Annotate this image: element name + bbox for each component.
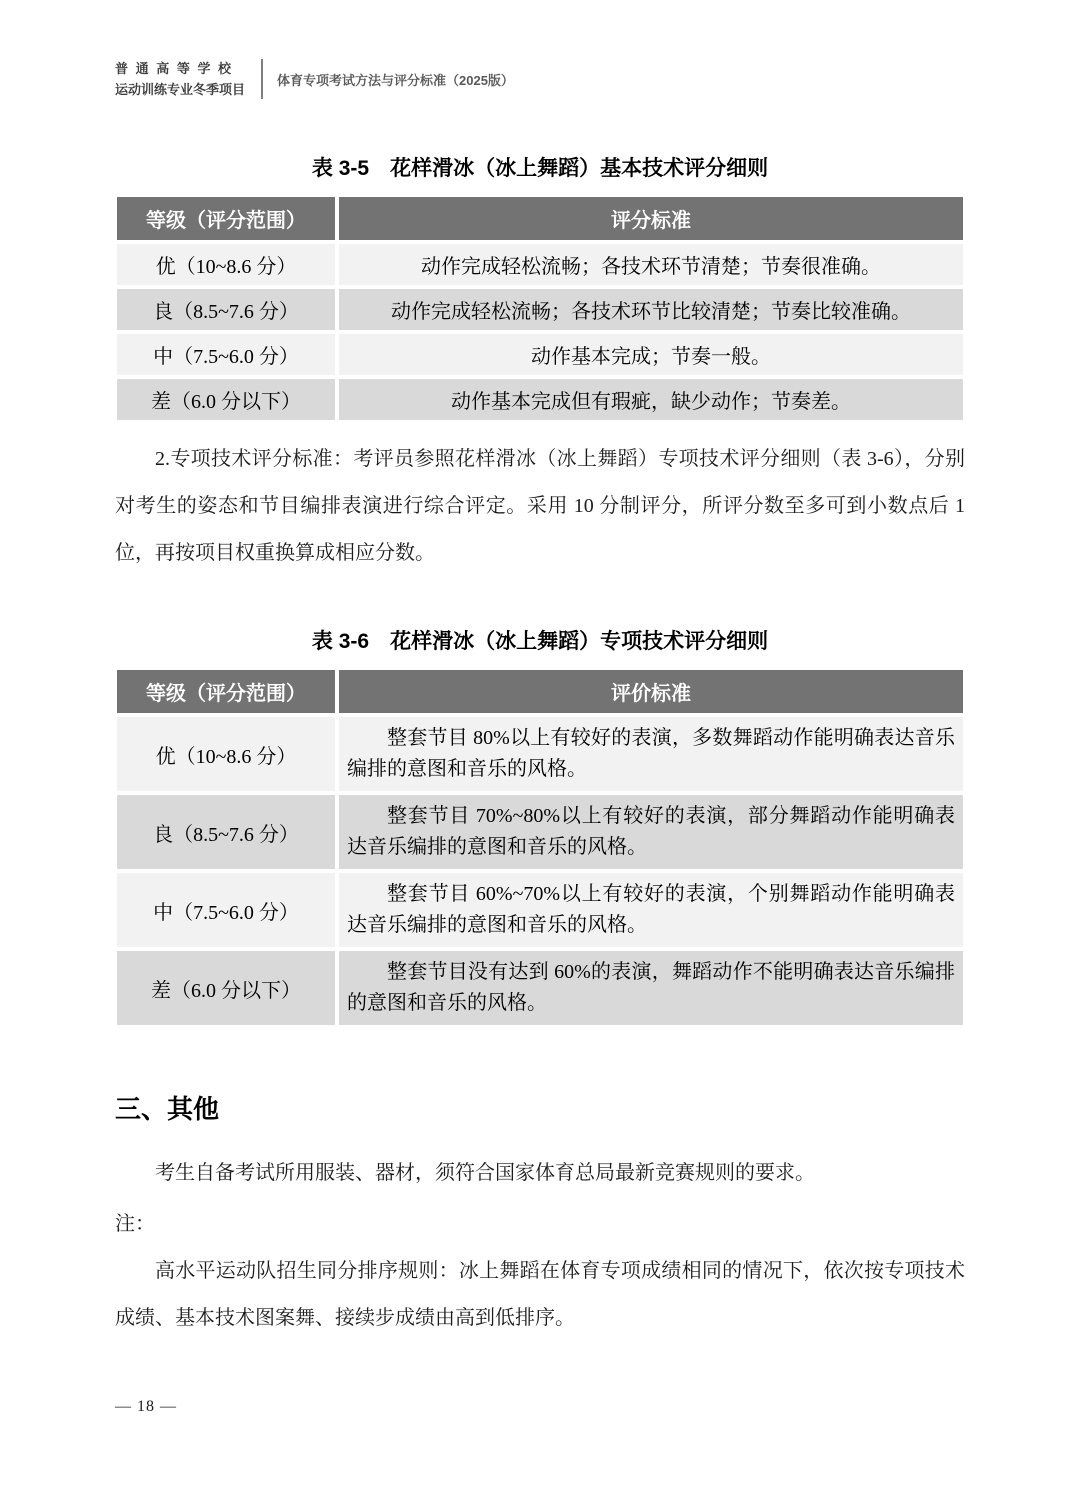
criteria-cell: 动作基本完成；节奏一般。 xyxy=(337,332,965,377)
table-row xyxy=(115,377,965,422)
header-left-line1: 普 通 高 等 学 校 xyxy=(115,61,234,76)
header-left-line2: 运动训练专业冬季项目 xyxy=(115,82,246,97)
paragraph-equipment: 考生自备考试所用服装、器材，须符合国家体育总局最新竞赛规则的要求。 xyxy=(155,1162,815,1184)
table-basic xyxy=(115,195,965,422)
table-special-col-grade: 等级（评分范围） xyxy=(115,668,337,715)
criteria-cell: 动作完成轻松流畅；各技术环节比较清楚；节奏比较准确。 xyxy=(337,287,965,332)
criteria-cell: 整套节目没有达到 60%的表演，舞蹈动作不能明确表达音乐编排的意图和音乐的风格。 xyxy=(337,949,965,1027)
page-header xyxy=(115,58,965,100)
table-row xyxy=(115,242,965,287)
table-row xyxy=(115,949,965,1027)
page-number: — 18 — xyxy=(115,1398,177,1415)
table-basic-col-grade: 等级（评分范围） xyxy=(115,195,337,242)
table-basic-title: 表 3-5 花样滑冰（冰上舞蹈）基本技术评分细则 xyxy=(311,157,769,180)
header-right-title: 体育专项考试方法与评分标准（2025版） xyxy=(277,72,514,88)
criteria-cell: 动作完成轻松流畅；各技术环节清楚；节奏很准确。 xyxy=(337,242,965,287)
table-special-header-row xyxy=(115,668,965,715)
paragraph-ranking-rule: 高水平运动队招生同分排序规则：冰上舞蹈在体育专项成绩相同的情况下，依次按专项技术成绩、基本技术图案舞、接续步成绩由高到低排序。 xyxy=(115,1260,965,1329)
criteria-cell: 整套节目 70%~80%以上有较好的表演，部分舞蹈动作能明确表达音乐编排的意图和音乐的风格。 xyxy=(337,793,965,871)
table-row xyxy=(115,715,965,793)
header-left-block xyxy=(115,58,245,100)
table-special-col-criteria: 评价标准 xyxy=(337,668,965,715)
table-row xyxy=(115,871,965,949)
table-special xyxy=(115,668,965,1027)
table-row xyxy=(115,287,965,332)
table-special-title: 表 3-6 花样滑冰（冰上舞蹈）专项技术评分细则 xyxy=(311,630,769,653)
criteria-cell: 整套节目 80%以上有较好的表演，多数舞蹈动作能明确表达音乐编排的意图和音乐的风格。 xyxy=(337,715,965,793)
section-heading-other: 三、其他 xyxy=(115,1094,220,1124)
table-basic-col-criteria: 评分标准 xyxy=(337,195,965,242)
note-label: 注： xyxy=(115,1213,155,1235)
grade-cell: 良（8.5~7.6 分） xyxy=(115,287,337,332)
grade-cell: 优（10~8.6 分） xyxy=(115,242,337,287)
table-basic-header-row xyxy=(115,195,965,242)
grade-cell: 优（10~8.6 分） xyxy=(115,715,337,793)
table-row xyxy=(115,793,965,871)
paragraph-special-scoring: 2.专项技术评分标准：考评员参照花样滑冰（冰上舞蹈）专项技术评分细则（表 3-6），分别对考生的姿态和节目编排表演进行综合评定。采用 10 分制评分，所评分数至多可到小数点后 1 位，再按项目权重换算成相应分数。 xyxy=(115,448,965,564)
grade-cell: 差（6.0 分以下） xyxy=(115,377,337,422)
grade-cell: 良（8.5~7.6 分） xyxy=(115,793,337,871)
table-row xyxy=(115,332,965,377)
criteria-cell: 整套节目 60%~70%以上有较好的表演，个别舞蹈动作能明确表达音乐编排的意图和音乐的风格。 xyxy=(337,871,965,949)
grade-cell: 中（7.5~6.0 分） xyxy=(115,332,337,377)
grade-cell: 中（7.5~6.0 分） xyxy=(115,871,337,949)
criteria-cell: 动作基本完成但有瑕疵，缺少动作；节奏差。 xyxy=(337,377,965,422)
header-divider xyxy=(261,59,263,99)
grade-cell: 差（6.0 分以下） xyxy=(115,949,337,1027)
